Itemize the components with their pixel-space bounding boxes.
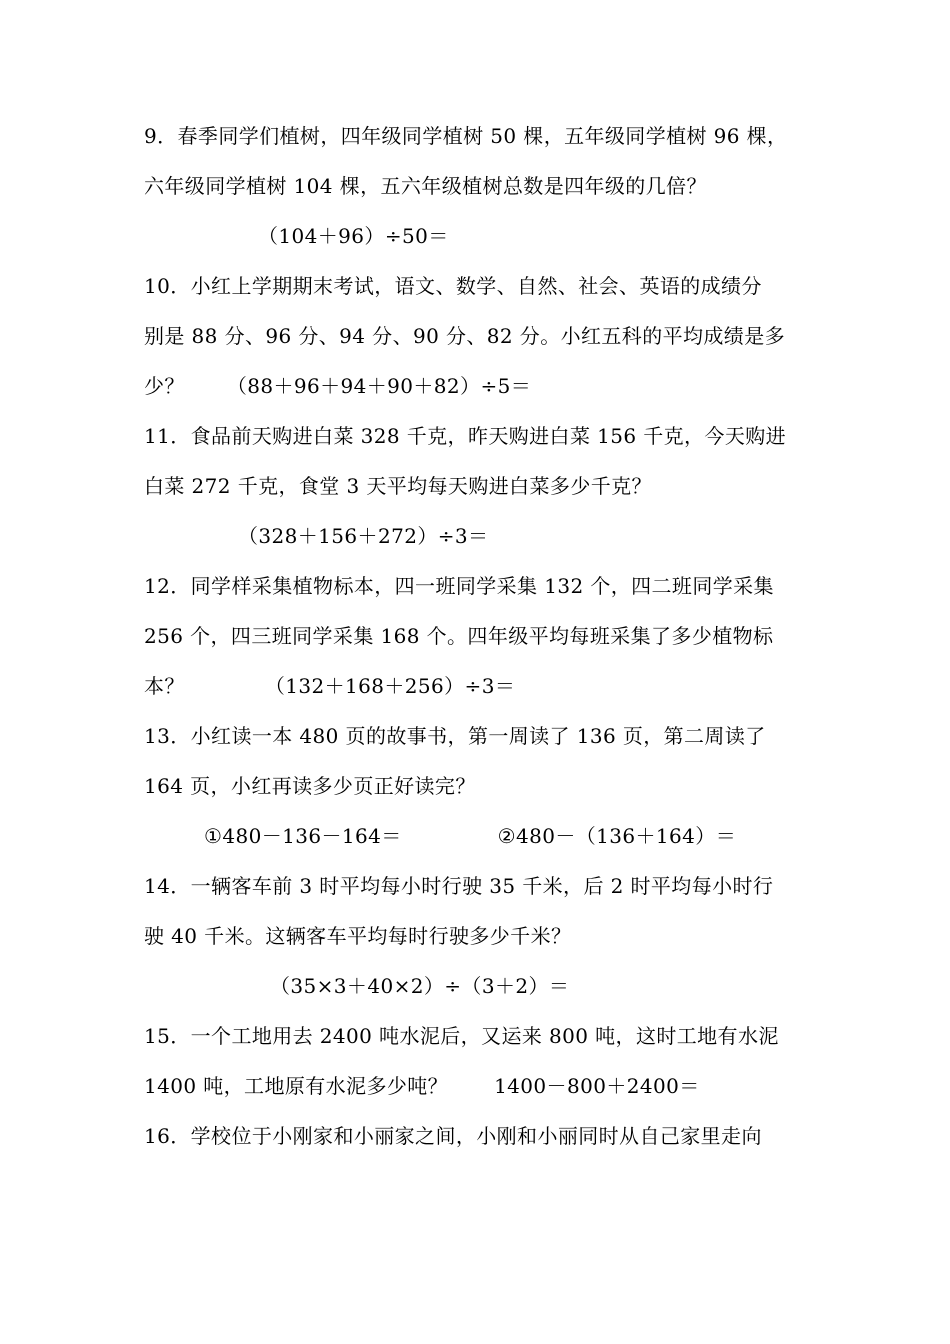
problem-15-line-1: 15．一个工地用去 2400 吨水泥后，又运来 800 吨，这时工地有水泥: [144, 1024, 779, 1048]
problem-9-line-2: 六年级同学植树 104 棵，五六年级植树总数是四年级的几倍？: [144, 174, 707, 198]
problem-12-line-3-text: 本？: [144, 674, 185, 698]
problem-10-line-3: [144, 374, 531, 398]
problem-15-line-2: [144, 1074, 700, 1098]
problem-12-line-3: [144, 674, 515, 698]
problem-13-line-2: 164 页，小红再读多少页正好读完？: [144, 774, 476, 798]
problem-12-line-1: 12．同学样采集植物标本，四一班同学采集 132 个，四二班同学采集: [144, 574, 774, 598]
problem-9-line-1: 9．春季同学们植树，四年级同学植树 50 棵，五年级同学植树 96 棵，: [144, 124, 788, 148]
problem-12-line-2: 256 个，四三班同学采集 168 个。四年级平均每班采集了多少植物标: [144, 624, 774, 648]
problem-16-line-1: 16．学校位于小刚家和小丽家之间，小刚和小丽同时从自己家里走向: [144, 1124, 762, 1148]
problem-10-formula: （88＋96＋94＋90＋82）÷5＝: [226, 374, 532, 398]
problem-15-formula: 1400－800＋2400＝: [494, 1074, 700, 1098]
problem-14-line-2: 驶 40 千米。这辆客车平均每时行驶多少千米？: [144, 924, 572, 948]
problem-13-formula-2: ②480－（136＋164）＝: [497, 824, 737, 848]
problem-15-line-2-text: 1400 吨，工地原有水泥多少吨？: [144, 1074, 449, 1098]
problem-13-line-1: 13．小红读一本 480 页的故事书，第一周读了 136 页，第二周读了: [144, 724, 766, 748]
problem-11-line-2: 白菜 272 千克，食堂 3 天平均每天购进白菜多少千克？: [144, 474, 652, 498]
problem-13-formulas: [204, 824, 736, 848]
problem-10-line-2: 别是 88 分、96 分、94 分、90 分、82 分。小红五科的平均成绩是多: [144, 324, 785, 348]
problem-10-line-1: 10．小红上学期期末考试，语文、数学、自然、社会、英语的成绩分: [144, 274, 762, 298]
problem-14-line-1: 14．一辆客车前 3 时平均每小时行驶 35 千米，后 2 时平均每小时行: [144, 874, 774, 898]
problem-9-formula: （104＋96）÷50＝: [258, 224, 449, 248]
problem-11-formula: （328＋156＋272）÷3＝: [238, 524, 489, 548]
problem-11-line-1: 11．食品前天购进白菜 328 千克，昨天购进白菜 156 千克，今天购进: [144, 424, 787, 448]
problem-13-formula-1: ①480－136－164＝: [204, 824, 402, 848]
problem-10-line-3-text: 少？: [144, 374, 185, 398]
problem-12-formula: （132＋168＋256）÷3＝: [264, 674, 516, 698]
problem-14-formula: （35×3＋40×2）÷（3＋2）＝: [270, 974, 570, 998]
